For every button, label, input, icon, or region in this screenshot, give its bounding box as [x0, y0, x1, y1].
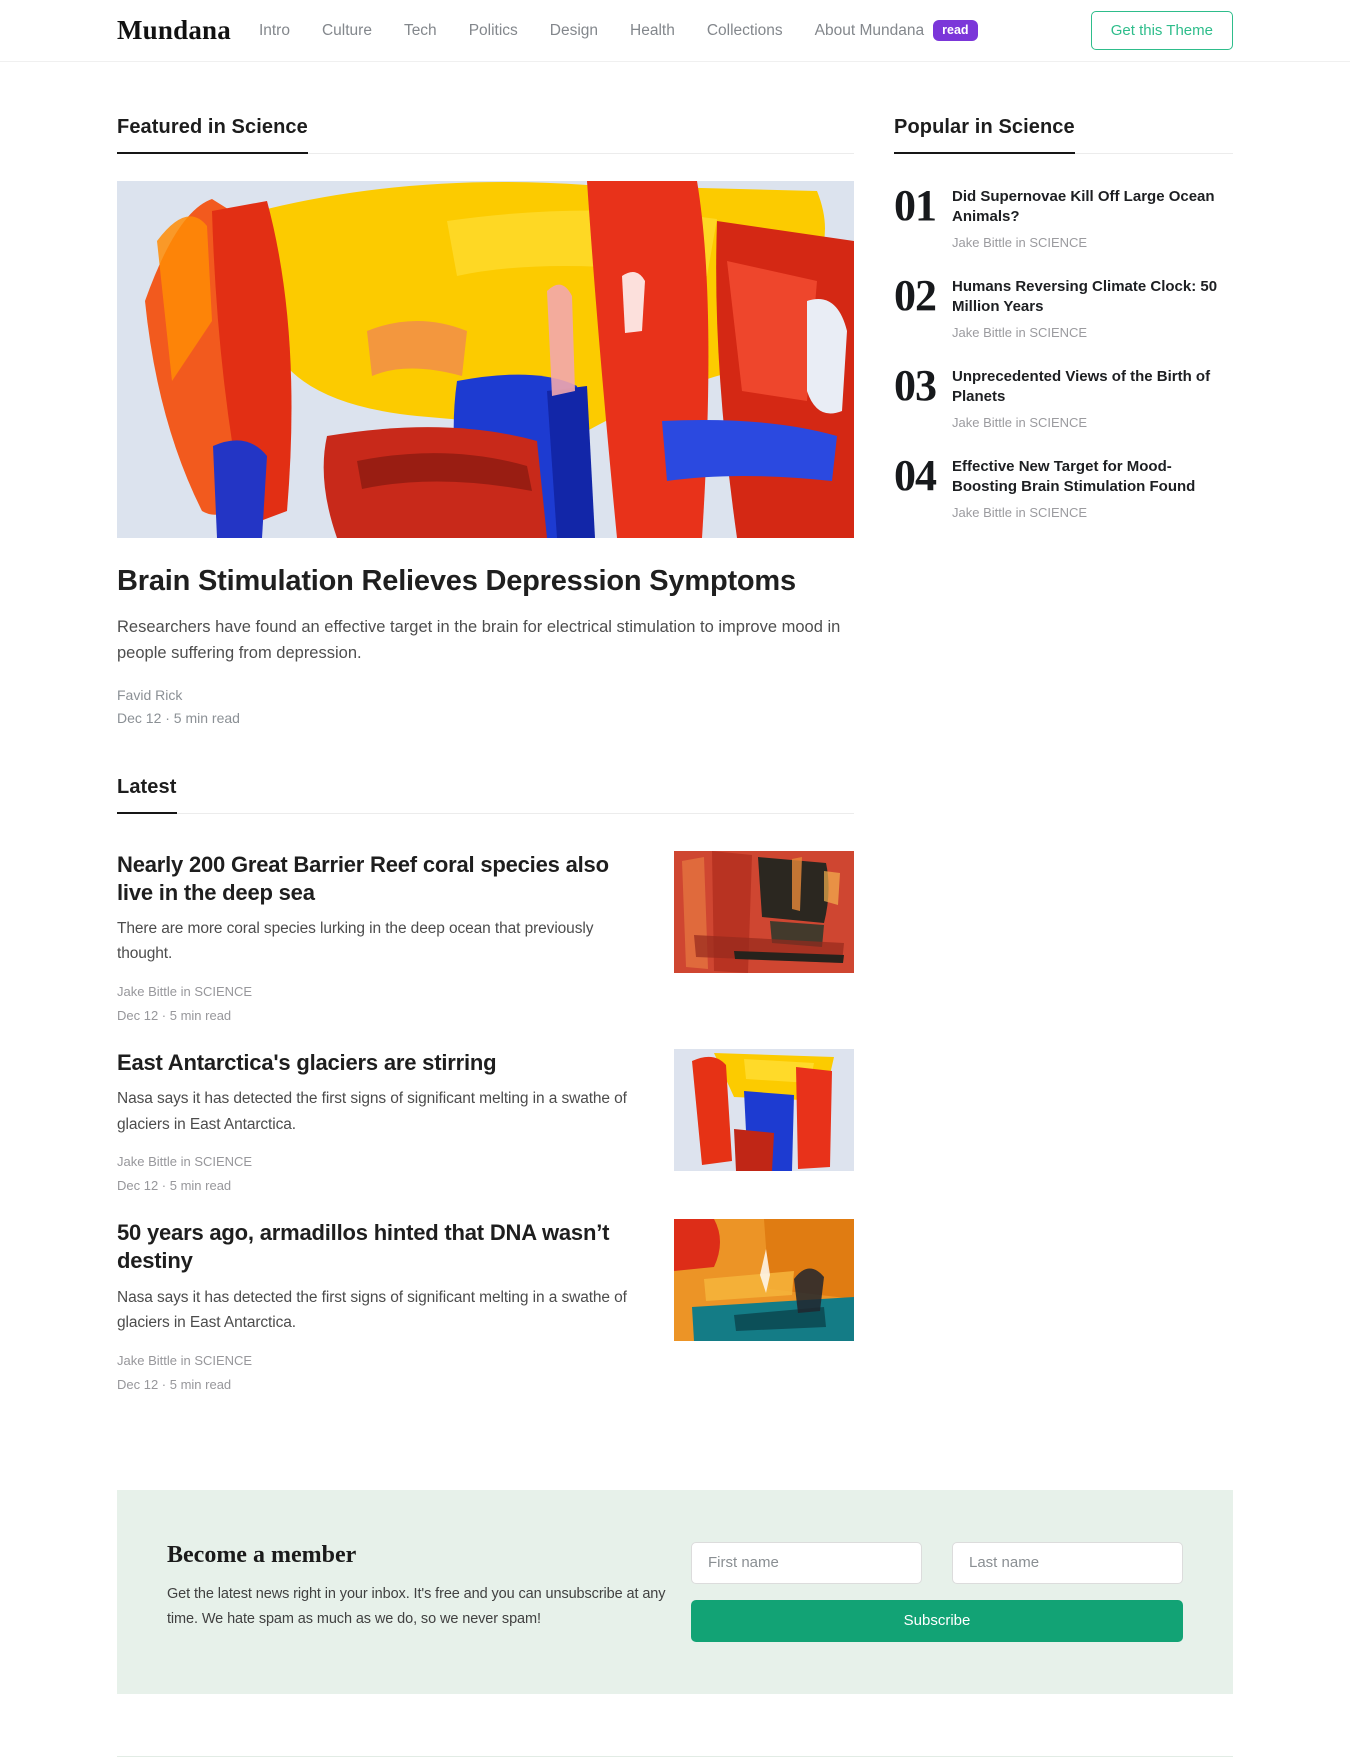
popular-item-byline: Jake Bittle in SCIENCE — [952, 415, 1088, 430]
popular-item-4[interactable] — [894, 451, 1233, 520]
latest-article-row — [117, 1049, 854, 1193]
get-theme-button[interactable]: Get this Theme — [1091, 11, 1233, 50]
featured-article-title[interactable]: Brain Stimulation Relieves Depression Symptoms — [117, 565, 796, 597]
latest-section — [117, 776, 854, 1392]
popular-item-number: 04 — [894, 451, 936, 500]
latest-article-excerpt: There are more coral species lurking in the deep ocean that previously thought. — [117, 919, 594, 963]
popular-section-title: Popular in Science — [894, 116, 1075, 154]
featured-article-date: Dec 12 · 5 min read — [117, 709, 240, 726]
popular-item-byline: Jake Bittle in SCIENCE — [952, 325, 1088, 340]
latest-article-title[interactable]: Nearly 200 Great Barrier Reef coral species also live in the deep sea — [117, 851, 609, 905]
latest-article-byline: Jake Bittle in SCIENCE — [117, 984, 253, 1000]
latest-article-excerpt: Nasa says it has detected the first signs of significant melting in a swathe of glaciers in East Antarctica. — [117, 1090, 627, 1133]
popular-item-3[interactable] — [894, 361, 1233, 430]
popular-item-title: Effective New Target for Mood-Boosting Brain Stimulation Found — [952, 458, 1196, 495]
nav-item-health[interactable]: Health — [630, 21, 675, 39]
nav-item-intro[interactable]: Intro — [258, 21, 290, 39]
membership-title: Become a member — [167, 1541, 357, 1568]
page-footer — [0, 1756, 1350, 1764]
first-name-input[interactable] — [691, 1542, 922, 1584]
popular-section-head — [894, 116, 1233, 154]
membership-form — [691, 1542, 1183, 1642]
abstract-painting-graphic — [117, 181, 854, 538]
popular-item-number: 01 — [894, 181, 936, 230]
popular-item-number: 03 — [894, 361, 936, 410]
nav-item-tech[interactable]: Tech — [403, 21, 437, 39]
popular-item-byline: Jake Bittle in SCIENCE — [952, 235, 1088, 250]
latest-section-head — [117, 776, 854, 814]
nav-item-culture[interactable]: Culture — [321, 21, 372, 39]
latest-article-date: Dec 12 · 5 min read — [117, 1376, 232, 1392]
orange-teal-abstract-painting — [674, 1219, 854, 1341]
popular-item-title: Unprecedented Views of the Birth of Planets — [952, 368, 1211, 405]
main-nav — [259, 20, 978, 42]
nav-item-design[interactable]: Design — [549, 21, 599, 39]
latest-article-row — [117, 851, 854, 1023]
red-black-abstract-painting — [674, 851, 854, 973]
popular-item-number: 02 — [894, 271, 936, 320]
latest-article-thumbnail[interactable] — [674, 1219, 854, 1341]
featured-article-meta — [117, 687, 854, 726]
footer-divider — [117, 1756, 1233, 1759]
nav-item-politics[interactable]: Politics — [468, 21, 518, 39]
popular-item-2[interactable] — [894, 271, 1233, 340]
nav-item-about-mundana[interactable]: About Mundana read — [815, 20, 978, 42]
latest-article-title[interactable]: East Antarctica's glaciers are stirring — [117, 1050, 497, 1076]
membership-box — [117, 1490, 1233, 1694]
popular-sidebar — [894, 116, 1233, 1418]
popular-item-1[interactable] — [894, 181, 1233, 250]
featured-section-head — [117, 116, 854, 154]
featured-article-author: Favid Rick — [117, 686, 183, 703]
featured-article-image[interactable] — [117, 181, 854, 538]
last-name-input[interactable] — [952, 1542, 1183, 1584]
latest-article-thumbnail[interactable] — [674, 851, 854, 973]
latest-article-thumbnail[interactable] — [674, 1049, 854, 1171]
popular-item-title: Humans Reversing Climate Clock: 50 Million Years — [952, 278, 1218, 315]
latest-article-date: Dec 12 · 5 min read — [117, 1008, 232, 1024]
latest-article-row — [117, 1219, 854, 1391]
primary-colors-abstract-painting — [674, 1049, 854, 1171]
latest-article-title[interactable]: 50 years ago, armadillos hinted that DNA wasn’t destiny — [117, 1220, 610, 1274]
popular-item-title: Did Supernovae Kill Off Large Ocean Animals? — [952, 188, 1215, 225]
latest-article-excerpt: Nasa says it has detected the first signs of significant melting in a swathe of glaciers in East Antarctica. — [117, 1288, 627, 1332]
latest-article-byline: Jake Bittle in SCIENCE — [117, 1154, 253, 1170]
read-badge: read — [933, 20, 977, 42]
latest-section-title: Latest — [117, 776, 177, 814]
nav-item-collections[interactable]: Collections — [706, 21, 783, 39]
membership-description: Get the latest news right in your inbox. It's free and you can unsubscribe at any time. We hate spam as much as we do, so we never spam! — [167, 1585, 666, 1628]
top-navigation-bar — [0, 0, 1350, 62]
popular-item-byline: Jake Bittle in SCIENCE — [952, 505, 1088, 520]
subscribe-button[interactable]: Subscribe — [691, 1600, 1183, 1642]
main-column — [117, 116, 854, 1418]
site-logo[interactable]: Mundana — [117, 15, 231, 45]
latest-article-byline: Jake Bittle in SCIENCE — [117, 1352, 253, 1368]
featured-article-excerpt: Researchers have found an effective target in the brain for electrical stimulation to improve mood in people suffering from depression. — [117, 617, 841, 663]
featured-section-title: Featured in Science — [117, 116, 308, 154]
latest-article-date: Dec 12 · 5 min read — [117, 1178, 232, 1194]
